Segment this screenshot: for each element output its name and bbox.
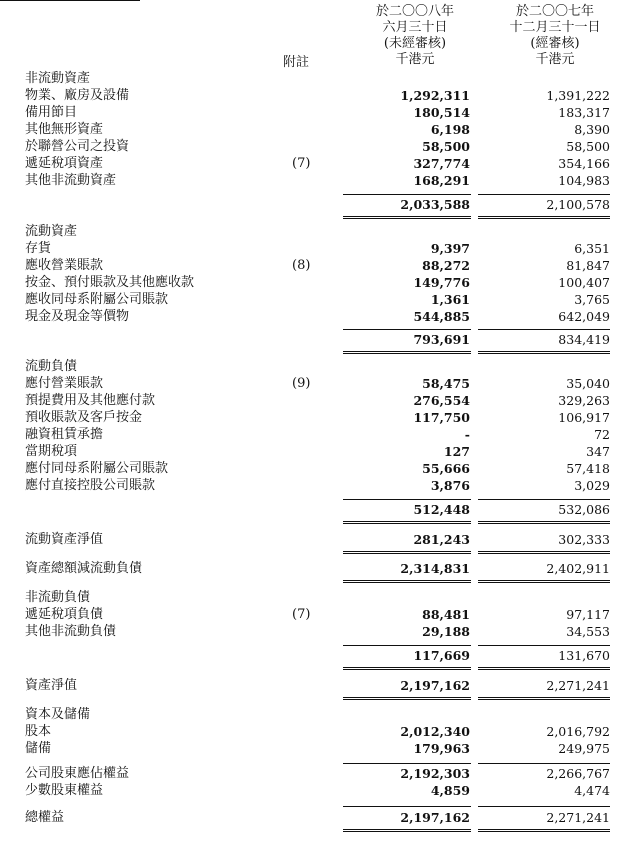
- row-value-2008: 2,012,340: [400, 724, 470, 739]
- row-value-2008: 793,691: [413, 332, 470, 347]
- row-label: 融資租賃承擔: [25, 427, 104, 442]
- row-value-2007: 1,391,222: [546, 88, 610, 103]
- row-value-2007: 4,474: [574, 783, 610, 798]
- row-value-2008: 327,774: [413, 156, 470, 171]
- row-label: 其他非流動負債: [25, 624, 117, 639]
- row-value-2007: 329,263: [558, 393, 610, 408]
- row-label: 流動負債: [25, 359, 78, 374]
- row-value-2008: 88,272: [422, 258, 470, 273]
- row-value-2007: 34,553: [566, 624, 610, 639]
- total-double-rule: [343, 216, 471, 219]
- row-value-2008: 544,885: [413, 309, 470, 324]
- row-label: 流動資產: [25, 224, 78, 239]
- row-value-2007: 57,418: [566, 461, 610, 476]
- row-value-2007: 2,016,792: [546, 724, 610, 739]
- row-label: 其他非流動資產: [25, 173, 117, 188]
- row-note: (7): [292, 607, 311, 622]
- row-label: 應付同母系附屬公司賬款: [25, 461, 169, 476]
- row-value-2007: 106,917: [558, 410, 610, 425]
- row-label: 遞延稅項資產: [25, 156, 104, 171]
- subtotal-rule: [478, 499, 610, 500]
- row-value-2008: 180,514: [413, 105, 470, 120]
- row-value-2007: 8,390: [574, 122, 610, 137]
- row-label: 資本及儲備: [25, 707, 91, 722]
- row-value-2007: 2,402,911: [546, 561, 610, 576]
- row-note: (9): [292, 376, 311, 391]
- row-value-2008: 6,198: [430, 122, 470, 137]
- total-double-rule: [343, 351, 471, 354]
- row-value-2008: 1,292,311: [400, 88, 470, 103]
- row-value-2008: 281,243: [413, 532, 470, 547]
- row-value-2007: 100,407: [558, 275, 610, 290]
- row-label: 非流動資產: [25, 71, 91, 86]
- col2-header-line: 於二〇〇七年: [515, 4, 594, 19]
- row-label: 其他無形資產: [25, 122, 104, 137]
- row-value-2008: 29,188: [422, 624, 470, 639]
- row-label: 公司股東應佔權益: [25, 766, 130, 781]
- subtotal-rule: [343, 194, 471, 195]
- row-value-2008: 55,666: [422, 461, 470, 476]
- total-double-rule: [478, 829, 610, 832]
- note-column-header: 附註: [283, 55, 310, 70]
- row-value-2008: 168,291: [413, 173, 470, 188]
- col2-header-line: 十二月三十一日: [509, 20, 601, 35]
- row-value-2008: 2,197,162: [400, 810, 470, 825]
- row-value-2007: 354,166: [558, 156, 610, 171]
- subtotal-rule: [478, 329, 610, 330]
- row-value-2008: 276,554: [413, 393, 470, 408]
- row-label: 股本: [25, 724, 52, 739]
- row-label: 預收賬款及客戶按金: [25, 410, 143, 425]
- row-value-2007: 2,271,241: [546, 810, 610, 825]
- row-value-2008: 117,669: [413, 648, 470, 663]
- row-value-2008: 58,475: [422, 376, 470, 391]
- row-note: (8): [292, 258, 311, 273]
- col1-header-line: (未經審核): [383, 36, 447, 51]
- row-label: 流動資產淨值: [25, 532, 104, 547]
- total-double-rule: [478, 580, 610, 583]
- row-value-2008: 4,859: [430, 783, 470, 798]
- row-value-2008: 127: [443, 444, 470, 459]
- total-double-rule: [478, 697, 610, 700]
- row-value-2008: -: [464, 427, 470, 442]
- row-value-2008: 149,776: [413, 275, 470, 290]
- row-value-2007: 347: [586, 444, 610, 459]
- row-value-2007: 6,351: [574, 241, 610, 256]
- col2-header-line: (經審核): [530, 36, 580, 51]
- total-double-rule: [343, 667, 471, 670]
- row-label: 儲備: [25, 741, 52, 756]
- row-value-2008: 117,750: [413, 410, 470, 425]
- row-value-2007: 81,847: [566, 258, 610, 273]
- row-label: 物業、廠房及設備: [25, 88, 130, 103]
- row-value-2008: 3,876: [430, 478, 470, 493]
- subtotal-rule: [343, 763, 471, 764]
- total-double-rule: [478, 216, 610, 219]
- row-value-2008: 2,314,831: [400, 561, 470, 576]
- row-value-2007: 35,040: [566, 376, 610, 391]
- subtotal-rule: [478, 806, 610, 807]
- total-double-rule: [478, 351, 610, 354]
- row-value-2007: 2,271,241: [546, 678, 610, 693]
- total-double-rule: [343, 580, 471, 583]
- subtotal-rule: [478, 645, 610, 646]
- row-value-2007: 2,266,767: [546, 766, 610, 781]
- row-value-2008: 2,192,303: [400, 766, 470, 781]
- row-label: 應付營業賬款: [25, 376, 104, 391]
- total-double-rule: [478, 551, 610, 554]
- row-value-2007: 104,983: [558, 173, 610, 188]
- col1-header-line: 千港元: [395, 52, 435, 67]
- row-label: 總權益: [25, 810, 65, 825]
- row-note: (7): [292, 156, 311, 171]
- row-label: 按金、預付賬款及其他應收款: [25, 275, 195, 290]
- row-value-2007: 97,117: [566, 607, 610, 622]
- row-value-2008: 2,033,588: [400, 197, 470, 212]
- top-rule: [0, 0, 140, 1]
- row-label: 非流動負債: [25, 590, 91, 605]
- col1-header-line: 六月三十日: [382, 20, 448, 35]
- row-label: 少數股東權益: [25, 783, 104, 798]
- row-value-2007: 642,049: [558, 309, 610, 324]
- col1-header: [350, 4, 480, 68]
- col2-header-line: 千港元: [535, 52, 575, 67]
- row-value-2007: 249,975: [558, 741, 610, 756]
- row-value-2008: 88,481: [422, 607, 470, 622]
- row-value-2008: 58,500: [422, 139, 470, 154]
- row-value-2007: 302,333: [558, 532, 610, 547]
- row-label: 當期稅項: [25, 444, 78, 459]
- row-label: 預提費用及其他應付款: [25, 393, 156, 408]
- row-value-2007: 58,500: [566, 139, 610, 154]
- row-value-2008: 512,448: [413, 502, 470, 517]
- row-value-2008: 2,197,162: [400, 678, 470, 693]
- row-value-2007: 183,317: [558, 105, 610, 120]
- total-double-rule: [478, 521, 610, 524]
- total-double-rule: [343, 829, 471, 832]
- row-label: 現金及現金等價物: [25, 309, 130, 324]
- row-value-2008: 9,397: [430, 241, 470, 256]
- row-label: 應收同母系附屬公司賬款: [25, 292, 169, 307]
- row-label: 遞延稅項負債: [25, 607, 104, 622]
- row-label: 備用節目: [25, 105, 78, 120]
- total-double-rule: [343, 697, 471, 700]
- row-value-2007: 3,029: [574, 478, 610, 493]
- row-value-2007: 2,100,578: [546, 197, 610, 212]
- col2-header: [490, 4, 620, 68]
- total-double-rule: [478, 667, 610, 670]
- row-value-2007: 72: [594, 427, 610, 442]
- subtotal-rule: [343, 499, 471, 500]
- row-label: 應收營業賬款: [25, 258, 104, 273]
- row-value-2007: 131,670: [558, 648, 610, 663]
- subtotal-rule: [478, 763, 610, 764]
- row-value-2008: 179,963: [413, 741, 470, 756]
- subtotal-rule: [343, 329, 471, 330]
- row-value-2007: 834,419: [558, 332, 610, 347]
- row-label: 資產淨值: [25, 678, 78, 693]
- subtotal-rule: [343, 645, 471, 646]
- col1-header-line: 於二〇〇八年: [375, 4, 454, 19]
- row-label: 資產總額減流動負債: [25, 561, 143, 576]
- row-value-2007: 532,086: [558, 502, 610, 517]
- subtotal-rule: [478, 194, 610, 195]
- total-double-rule: [343, 551, 471, 554]
- total-double-rule: [343, 521, 471, 524]
- row-value-2008: 1,361: [430, 292, 470, 307]
- subtotal-rule: [343, 806, 471, 807]
- row-label: 應付直接控股公司賬款: [25, 478, 156, 493]
- row-value-2007: 3,765: [574, 292, 610, 307]
- row-label: 存貨: [25, 241, 52, 256]
- row-label: 於聯營公司之投資: [25, 139, 130, 154]
